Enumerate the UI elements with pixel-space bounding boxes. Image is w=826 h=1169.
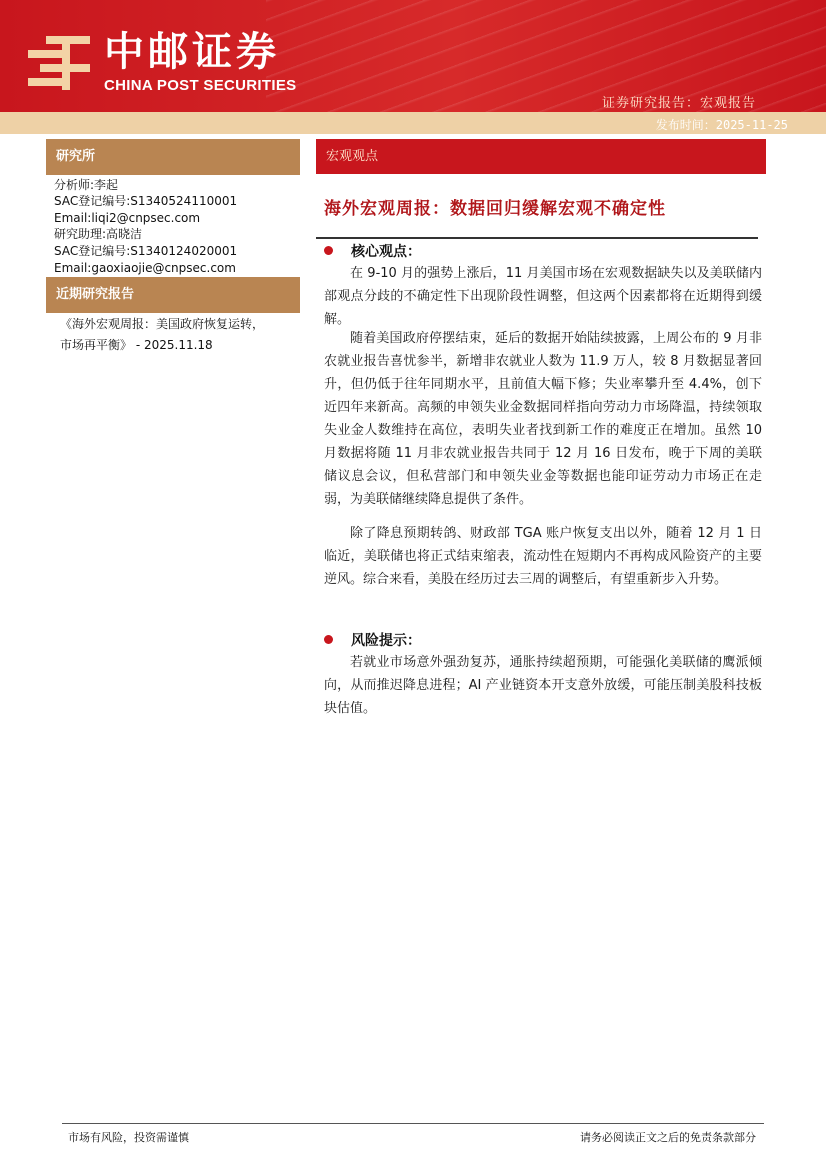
bullet-icon [324, 246, 333, 255]
core-view-heading [324, 241, 421, 261]
core-view-label: 核心观点： [351, 244, 421, 260]
assistant-name: 研究助理:高晓洁 [54, 227, 143, 241]
assistant-email: Email:gaoxiaojie@cnpsec.com [54, 261, 236, 275]
recent-report-date: 市场再平衡》 - 2025.11.18 [60, 338, 213, 352]
research-institute-heading: 研究所 [46, 139, 300, 175]
analyst-email: Email:liqi2@cnpsec.com [54, 211, 201, 225]
china-post-logo-icon [26, 34, 92, 90]
brand-name-cn: 中邮证券 [104, 29, 280, 75]
title-divider [316, 237, 758, 239]
report-title: 海外宏观周报：数据回归缓解宏观不确定性 [324, 199, 666, 219]
recent-report-link[interactable]: 《海外宏观周报：美国政府恢复运转， [60, 317, 265, 331]
risk-label: 风险提示： [351, 633, 421, 649]
assistant-sac-number: SAC登记编号:S1340124020001 [54, 244, 238, 258]
footer-disclaimer: 请务必阅读正文之后的免责条款部分 [580, 1131, 756, 1144]
section-tag: 宏观观点 [316, 139, 766, 174]
analyst-sac-number: SAC登记编号:S1340524110001 [54, 194, 238, 208]
risk-heading [324, 630, 421, 650]
footer-divider [62, 1123, 764, 1124]
risk-paragraph: 若就业市场意外强劲复苏，通胀持续超预期，可能强化美联储的鹰派倾向，从而推迟降息进程；AI 产业链资本开支意外放缓，可能压制美股科技板块估值。 [324, 655, 762, 716]
core-paragraph-2: 随着美国政府停摆结束，延后的数据开始陆续披露，上周公布的 9 月非农就业报告喜忧参半，新增非农就业人数为 11.9 万人，较 8 月数据显著回升，但仍低于往年同期水平，且前值大幅下修；失业率攀升至 4.4%，创下近四年来新高。高频的申领失业金数据同样指向劳动力市场降温，持续领取失业金人数维持在高位，表明失业者找到新工作的难度正在增加。虽然 10 月数据将随 11 月非农就业报告共同于 12 月 16 日发布，晚于下周的美联储议息会议，但私营部门和申领失业金等数据也能印证劳动力市场正在走弱，为美联储继续降息提供了条件。 [324, 331, 762, 507]
report-type: 证券研究报告：宏观报告 [601, 96, 756, 111]
recent-reports-heading: 近期研究报告 [46, 277, 300, 313]
bullet-icon [324, 635, 333, 644]
core-paragraph-1: 在 9-10 月的强势上涨后，11 月美国市场在宏观数据缺失以及美联储内部观点分歧的不确定性下出现阶段性调整，但这两个因素都将在近期得到缓解。 [324, 266, 762, 327]
core-paragraph-3: 除了降息预期转鸽、财政部 TGA 账户恢复支出以外，随着 12 月 1 日临近，美联储也将正式结束缩表，流动性在短期内不再构成风险资产的主要逆风。综合来看，美股在经历过去三周的调整后，有望重新步入升势。 [324, 526, 762, 587]
brand-name-en: CHINA POST SECURITIES [104, 77, 297, 94]
analyst-name: 分析师:李起 [54, 178, 119, 192]
publish-date: 发布时间：2025-11-25 [655, 118, 788, 132]
footer-risk-note: 市场有风险，投资需谨慎 [68, 1131, 189, 1144]
report-header [0, 0, 826, 112]
